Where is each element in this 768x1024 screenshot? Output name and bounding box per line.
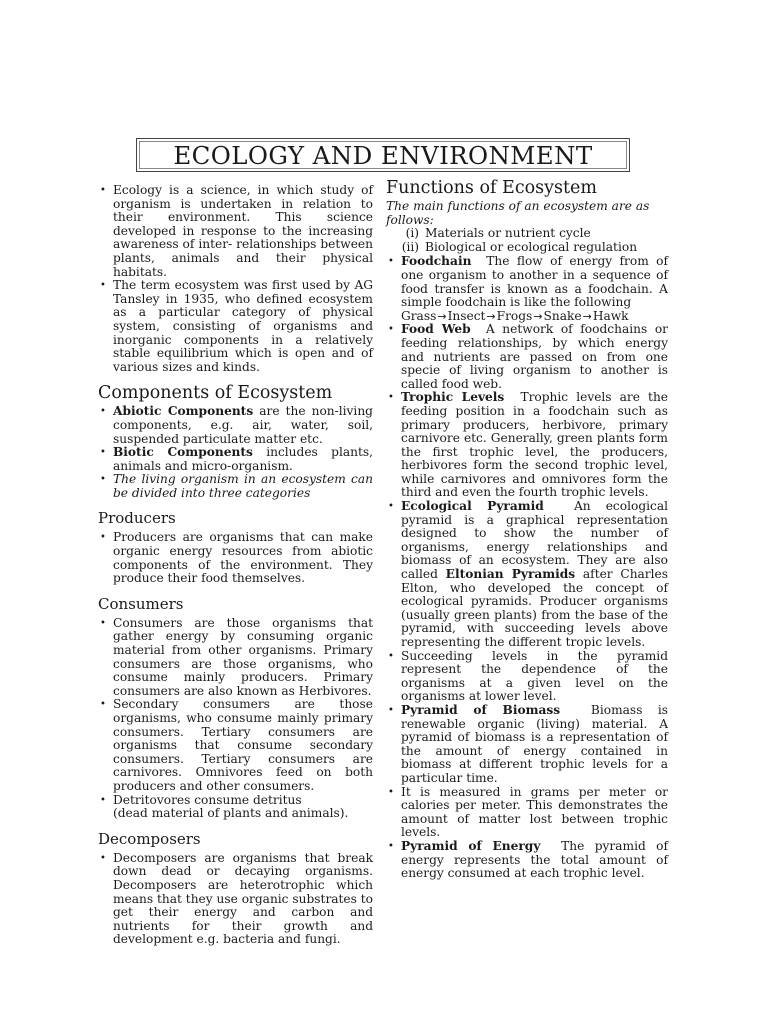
consumers-bullet-detritovores (98, 794, 373, 821)
trophic-levels-bullet (386, 391, 668, 500)
living-organism-note: • The living organism in an ecosystem can be divided into three categories (98, 473, 373, 500)
chain-hawk: Hawk (592, 308, 629, 323)
consumers-heading: Consumers (98, 594, 184, 613)
abiotic-bullet (98, 405, 373, 446)
arrow-right-icon: → (582, 309, 592, 323)
left-column (98, 184, 373, 947)
foodweb-bullet (386, 323, 668, 391)
biotic-text: includes plants, animals and micro-organism. (113, 445, 373, 473)
pyramid-energy-text: The pyramid of energy represents the total amount of energy consumed at each trophic level. (401, 838, 668, 881)
consumers-bullet-secondary: • Secondary consumers are those organisms, who consume mainly primary consumers. Tertiary consumers are organisms that consume secondary consumers. Tertiary consumers are carnivores. Omnivores feed on both producers and other consumers. (98, 698, 373, 793)
pyramid-biomass-term: Pyramid of Biomass (401, 702, 561, 717)
pyramid-energy-bullet (386, 840, 668, 881)
foodchain-sequence (401, 310, 668, 324)
producers-bullet: • Producers are organisms that can make organic energy resources from abiotic components of the environment. They produce their food themselves. (98, 531, 373, 585)
abiotic-text: are the non-living components, e.g. air, water, soil, suspended particulate matter etc. (113, 404, 373, 446)
biotic-bullet (98, 446, 373, 473)
foodweb-term: Food Web (401, 322, 471, 337)
arrow-right-icon: → (533, 309, 543, 323)
eltonian-pyramids-term: Eltonian Pyramids (445, 567, 576, 582)
arrow-right-icon: → (437, 309, 447, 323)
foodchain-bullet (386, 255, 668, 323)
detritovores-line: Detritovores consume detritus (113, 792, 302, 807)
detritus-definition: (dead material of plants and animals). (113, 806, 349, 821)
right-column (386, 178, 668, 881)
chain-insect: Insect (447, 308, 486, 323)
title-box (136, 138, 630, 172)
ecological-pyramid-bullet (386, 500, 668, 650)
list-text: Materials or nutrient cycle (425, 226, 591, 241)
producers-heading: Producers (98, 509, 176, 528)
foodweb-text: A network of foodchains or feeding relationships, by which energy and nutrients are passed on from one specie of living organism to another is called food web. (401, 322, 668, 391)
page-title: ECOLOGY AND ENVIRONMENT (173, 140, 593, 170)
chain-grass: Grass (401, 308, 437, 323)
pyramid-energy-term: Pyramid of Energy (401, 838, 541, 853)
ecological-pyramid-term: Ecological Pyramid (401, 499, 544, 514)
pyramid-biomass-text: Biomass is renewable organic (living) material. A pyramid of biomass is a representation of the amount of energy contained in biomass at different trophic levels for a particular time. (401, 702, 668, 785)
abiotic-term: Abiotic Components (113, 404, 254, 419)
functions-list-item (386, 241, 668, 255)
intro-bullet-ecology: • Ecology is a science, in which study of organism is undertaken in relation to their environment. This science developed in response to the increasing awareness of inter- relationships between plants, animals and their physical habitats. (98, 184, 373, 279)
arrow-right-icon: → (486, 309, 496, 323)
decomposers-heading: Decomposers (98, 829, 201, 848)
components-heading: Components of Ecosystem (98, 383, 333, 404)
foodchain-text: The flow of energy from of one organism to another in a sequence of food transfer is known as a foodchain. A simple foodchain is like the following (401, 254, 668, 310)
functions-heading: Functions of Ecosystem (386, 178, 597, 198)
ecological-pyramid-text: An ecological pyramid is a graphical representation designed to show the number of organisms, energy relationships and biomass of an ecosystem. They are also called (401, 499, 669, 582)
ecological-pyramid-text-cont: after Charles Elton, who developed the concept of ecological pyramids. Producer organisms (usually green plants) from the base of the pyramid, with succeeding levels above representing the different tropic levels. (401, 567, 668, 649)
decomposers-bullet: • Decomposers are organisms that break down dead or decaying organisms. Decomposers are heterotrophic which means that they use organic substrates to get their energy and carbon and nutrients for their growth and development e.g. bacteria and fungi. (98, 852, 373, 947)
measurement-bullet: • It is measured in grams per meter or calories per meter. This demonstrates the amount of matter lost between trophic levels. (386, 786, 668, 840)
biotic-term: Biotic Components (113, 445, 253, 460)
pyramid-biomass-bullet (386, 704, 668, 786)
functions-list-item (386, 227, 668, 241)
list-number: (ii) (401, 239, 419, 254)
list-number: (i) (405, 226, 419, 241)
succeeding-levels-bullet: • Succeeding levels in the pyramid represent the dependence of the organisms at a given level on the organisms at lower level. (386, 650, 668, 704)
intro-bullet-ecosystem-term: • The term ecosystem was first used by AG Tansley in 1935, who defined ecosystem as a particular category of physical system, consisting of organisms and inorganic components in a relatively stable equilibrium which is open and of various sizes and kinds. (98, 279, 373, 374)
list-text: Biological or ecological regulation (425, 239, 638, 254)
trophic-levels-text: Trophic levels are the feeding position in a foodchain such as primary producers, herbivore, primary carnivore etc. Generally, green plants form the first trophic level, the producers, herbivores form the second trophic level, while carnivores and omnivores form the third and even the fourth trophic levels. (401, 390, 668, 500)
foodchain-term: Foodchain (401, 254, 472, 269)
functions-intro: The main functions of an ecosystem are as follows: (386, 199, 650, 227)
chain-frogs: Frogs (496, 308, 533, 323)
consumers-bullet-primary: • Consumers are those organisms that gather energy by consuming organic material from other organisms. Primary consumers are those organisms, who consume mainly producers. Primary consumers are also known as Herbivores. (98, 617, 373, 699)
trophic-levels-term: Trophic Levels (401, 390, 505, 405)
chain-snake: Snake (543, 308, 582, 323)
